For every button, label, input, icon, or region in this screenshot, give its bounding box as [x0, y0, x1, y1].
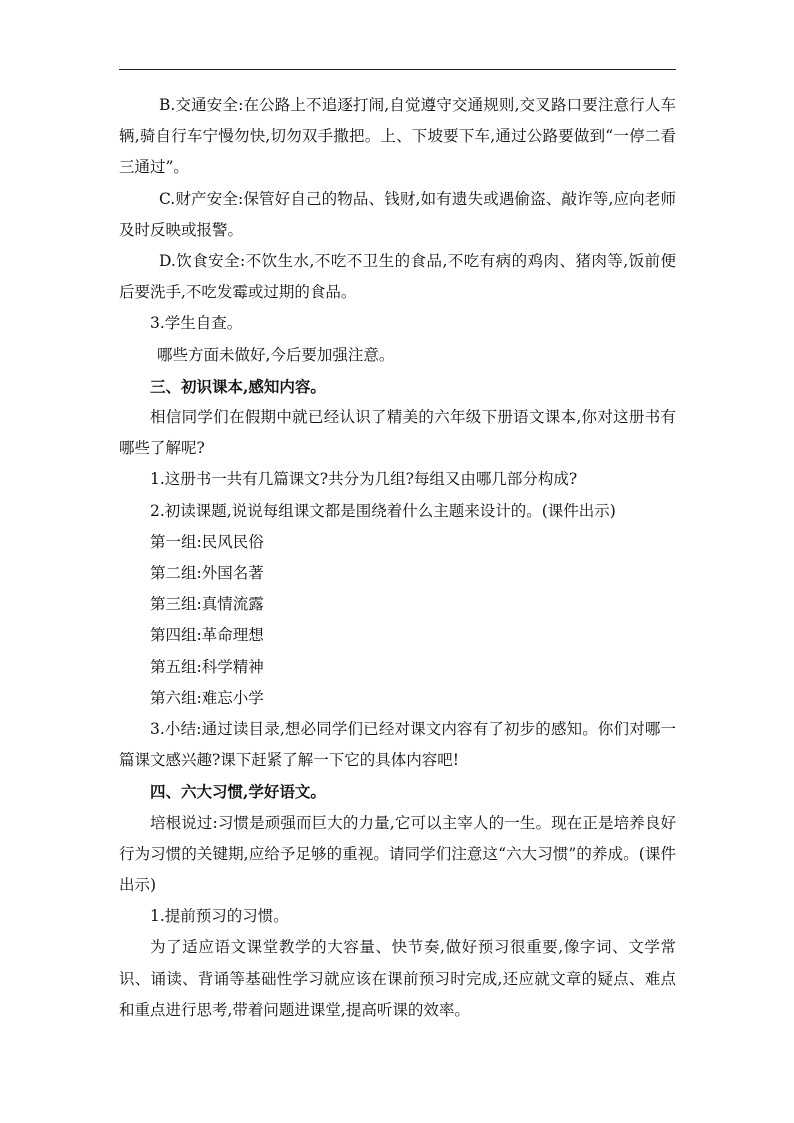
paragraph-question-1: 1.这册书一共有几篇课文?共分为几组?每组又由哪几部分构成? — [150, 470, 578, 489]
paragraph-property-safety: C.财产安全:保管好自己的物品、钱财,如有遗失或遇偷盗、敲诈等,应向老师及时反映或报警。 — [119, 189, 676, 239]
list-item-group-4: 第四组:革命理想 — [150, 626, 264, 645]
paragraph-bacon-quote: 培根说过:习惯是顽强而巨大的力量,它可以主宰人的一生。现在正是培养良好行为习惯的关键期,应给予足够的重视。请同学们注意这“六大习惯”的养成。(课件出示) — [119, 813, 676, 895]
list-item-group-5: 第五组:科学精神 — [150, 657, 264, 676]
section-heading-4: 四、六大习惯,学好语文。 — [150, 782, 326, 802]
paragraph-summary: 3.小结:通过读目录,想必同学们已经对课文内容有了初步的感知。你们对哪一篇课文感兴趣?课下赶紧了解一下它的具体内容吧! — [119, 720, 676, 770]
paragraph-habit-1: 1.提前预习的习惯。 — [150, 907, 289, 926]
paragraph-question-2: 2.初读课题,说说每组课文都是围绕着什么主题来设计的。(课件出示) — [150, 501, 616, 520]
list-item-group-3: 第三组:真情流露 — [150, 595, 264, 614]
list-item-group-1: 第一组:民风民俗 — [150, 532, 264, 551]
list-item-group-2: 第二组:外国名著 — [150, 564, 264, 583]
paragraph-traffic-safety: B.交通安全:在公路上不追逐打闹,自觉遵守交通规则,交叉路口要注意行人车辆,骑自行车宁慢勿快,切勿双手撒把。上、下坡要下车,通过公路要做到“一停二看三通过”。 — [119, 96, 676, 177]
section-heading-3: 三、初识课本,感知内容。 — [150, 376, 326, 396]
paragraph-self-check: 3.学生自查。 — [150, 314, 243, 333]
header-rule — [119, 69, 676, 70]
document-body — [119, 90, 676, 1026]
paragraph-preview-detail: 为了适应语文课堂教学的大容量、快节奏,做好预习很重要,像字词、文学常识、诵读、背诵等基础性学习就应该在课前预习时完成,还应就文章的疑点、难点和重点进行思考,带着问题进课堂,提高听课的效率。 — [119, 938, 676, 1019]
paragraph-textbook-intro: 相信同学们在假期中就已经认识了精美的六年级下册语文课本,你对这册书有哪些了解呢? — [119, 408, 676, 458]
paragraph-food-safety: D.饮食安全:不饮生水,不吃不卫生的食品,不吃有病的鸡肉、猪肉等,饭前便后要洗手,不吃发霉或过期的食品。 — [119, 252, 676, 302]
list-item-group-6: 第六组:难忘小学 — [150, 688, 264, 707]
paragraph-improve-notes: 哪些方面未做好,今后要加强注意。 — [157, 345, 395, 364]
